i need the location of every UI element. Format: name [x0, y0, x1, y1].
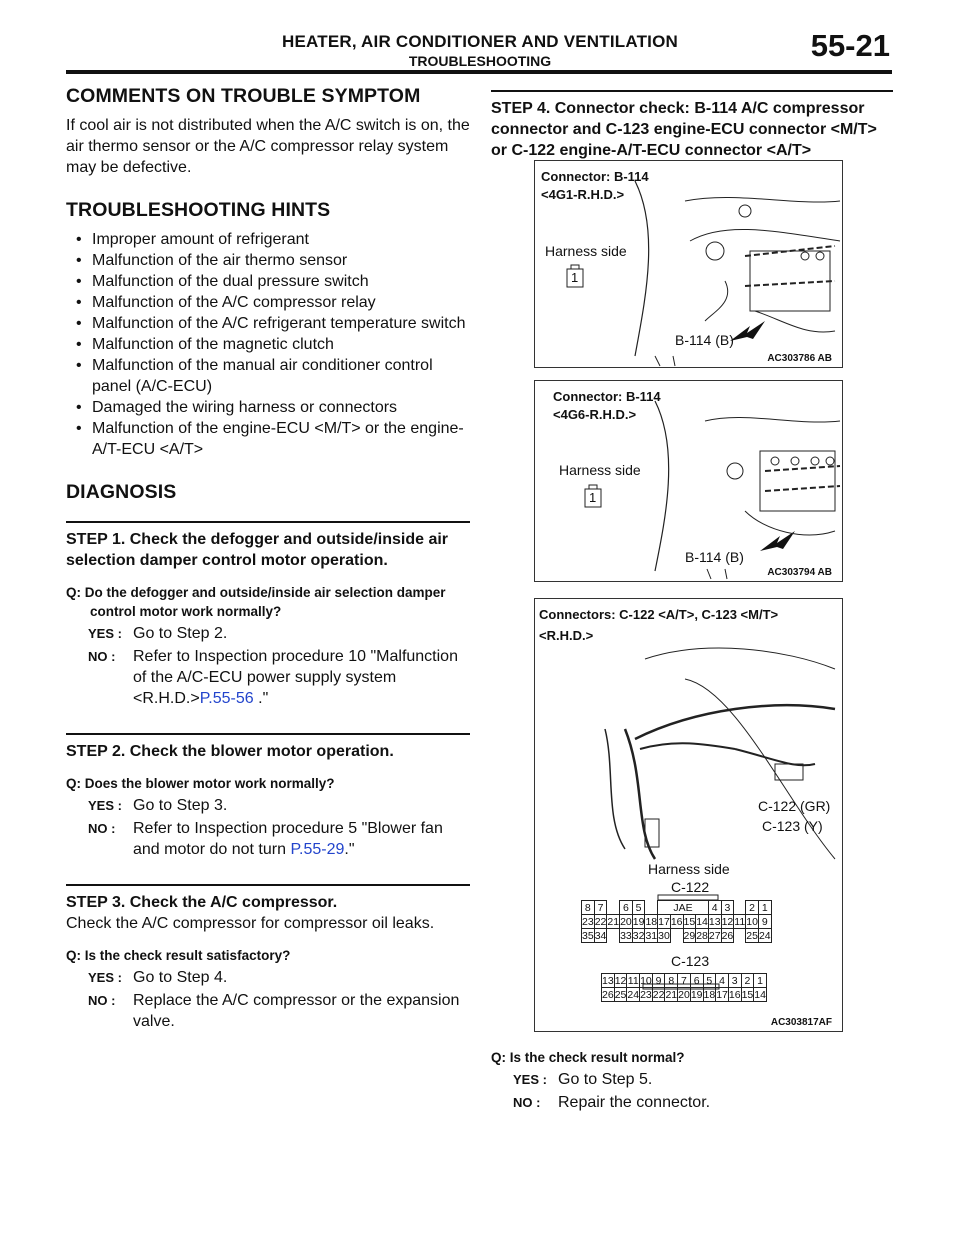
fig2-title-2: <4G6-R.H.D.>: [553, 407, 637, 422]
step-4-answers: [491, 1048, 893, 1113]
step-1: [66, 521, 470, 709]
hints-list: [66, 229, 470, 460]
fig3-label-c122: C-122 (GR): [758, 798, 831, 814]
list-item: • Malfunction of the engine-ECU <M/T> or the engine-A/T-ECU <A/T>: [76, 420, 464, 458]
figure-c122-c123: [534, 598, 843, 1032]
list-item: • Malfunction of the magnetic clutch: [76, 336, 334, 353]
fig3-code: AC303817AF: [770, 1017, 832, 1028]
figure-b114-4g6: [534, 380, 843, 582]
fig3-c122-caption: C-122: [671, 879, 710, 895]
section-subtitle: TROUBLESHOOTING: [408, 53, 552, 69]
fig2-harness: Harness side: [559, 462, 641, 478]
step-2-question: Q: Does the blower motor work normally?: [66, 776, 335, 791]
fig3-title-1: Connectors: C-122 <A/T>, C-123 <M/T>: [539, 607, 779, 622]
comments-heading: COMMENTS ON TROUBLE SYMPTOM: [66, 85, 421, 107]
step-3-question: Q: Is the check result satisfactory?: [66, 948, 291, 963]
step-3: [66, 884, 470, 1032]
step-2-title: STEP 2. Check the blower motor operation.: [66, 743, 394, 760]
step-4-title: STEP 4. Connector check: B-114 A/C compressor connector and C-123 engine-ECU connector <M/T> or C-122 engine-A/T-ECU connector <A/T>: [491, 100, 877, 159]
step-1-title: STEP 1. Check the defogger and outside/inside air selection damper control motor operation.: [66, 531, 449, 569]
hints-heading: TROUBLESHOOTING HINTS: [66, 199, 331, 221]
list-item: • Malfunction of the air thermo sensor: [76, 252, 348, 269]
figure-b114-4g1: [534, 160, 843, 368]
step-2-yes: YES : Go to Step 3.: [88, 797, 228, 814]
step-4: [491, 90, 893, 161]
step-2-link[interactable]: P.55-29: [290, 841, 345, 858]
header-rule: [66, 70, 892, 74]
step-2: [66, 733, 470, 860]
step-4-question: Q: Is the check result normal?: [491, 1050, 685, 1065]
fig1-title-1: Connector: B-114: [541, 169, 649, 184]
step-1-link[interactable]: P.55-56: [199, 690, 254, 707]
step-3-yes: YES : Go to Step 4.: [88, 969, 228, 986]
step-3-no: NO : Replace the A/C compressor or the expansion valve.: [88, 992, 460, 1030]
fig1-code: AC303786 AB: [767, 353, 832, 364]
fig3-c123-caption: C-123: [671, 953, 710, 969]
list-item: • Improper amount of refrigerant: [76, 231, 309, 248]
page-number: 55-21: [810, 28, 890, 63]
c123-pin-table: 13 12 11 10 9 8 7 6 5 4 3 2 1 26 25 24 23 22 21 20 19 18 17 16 15 14: [602, 974, 766, 1001]
c122-pin-table: 8 7 6 5 JAE 4 3 2 1 23 22 21 20 19 18 17 16 15 14 13 12 11 10 9 35 34 33 32 31 30 29 28 27 26 25 24: [582, 901, 771, 942]
list-item: • Damaged the wiring harness or connectors: [76, 399, 398, 416]
fig3-title-2: <R.H.D.>: [539, 628, 594, 643]
list-item: • Malfunction of the dual pressure switch: [76, 273, 369, 290]
section-title: HEATER, AIR CONDITIONER AND VENTILATION: [282, 32, 678, 51]
step-1-question: Q: Do the defogger and outside/inside air selection damper control motor work normally?: [66, 585, 446, 619]
step-2-no: NO : Refer to Inspection procedure 5 "Blower fan and motor do not turn P.55-29.": [88, 820, 443, 858]
fig3-label-c123: C-123 (Y): [762, 818, 823, 834]
diagnosis-heading: DIAGNOSIS: [66, 481, 177, 503]
fig2-title-1: Connector: B-114: [553, 389, 661, 404]
fig2-pin: 1: [589, 490, 597, 505]
list-item: • Malfunction of the A/C compressor relay: [76, 294, 376, 311]
step-3-title: STEP 3. Check the A/C compressor.: [66, 894, 338, 911]
step-3-body: Check the A/C compressor for compressor oil leaks.: [66, 915, 435, 932]
left-column: [66, 86, 470, 1032]
fig1-title-2: <4G1-R.H.D.>: [541, 187, 625, 202]
fig1-harness: Harness side: [545, 243, 627, 259]
fig1-pin: 1: [571, 270, 579, 285]
fig1-label: B-114 (B): [675, 332, 734, 348]
step-4-no: NO : Repair the connector.: [513, 1094, 711, 1111]
comments-body: If cool air is not distributed when the A/C switch is on, the air thermo sensor or the A/C compressor relay system may be defective.: [66, 117, 470, 176]
fig2-code: AC303794 AB: [767, 567, 832, 578]
list-item: • Malfunction of the manual air conditioner control panel (A/C-ECU): [76, 357, 433, 395]
step-1-no: NO : Refer to Inspection procedure 10 "Malfunction of the A/C-ECU power supply system <R.H.D.>P.55-56 .": [88, 648, 458, 707]
list-item: • Malfunction of the A/C refrigerant temperature switch: [76, 315, 466, 332]
fig3-harness: Harness side: [648, 861, 730, 877]
right-column: [491, 86, 893, 161]
step-1-yes: YES : Go to Step 2.: [88, 625, 228, 642]
fig2-label: B-114 (B): [685, 549, 744, 565]
step-4-yes: YES : Go to Step 5.: [513, 1071, 653, 1088]
